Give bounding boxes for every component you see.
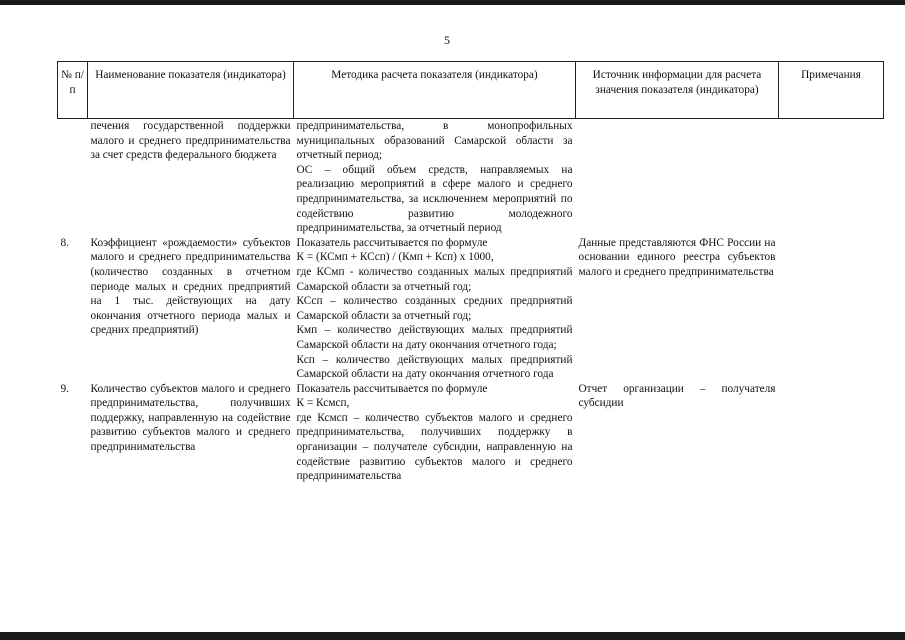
- method-line: где Ксмсп – количество субъектов малого и среднего предпринимательства, получивших поддержку в организации – получателе субсидии, направленную на содействие развитию субъектов малого и среднего предпринимательства: [296, 411, 573, 483]
- method-line: ОС – общий объем средств, направляемых на реализацию мероприятий в сфере малого и среднего предпринимательства, за исключением мероприятий по содействию развитию молодежного предпринимательства, за отчетный период: [296, 163, 573, 235]
- calculation-method: [294, 236, 576, 382]
- header-name: Наименование показателя (индикатора): [88, 62, 294, 119]
- method-line: КСсп – количество созданных средних предприятий Самарской области за отчетный год;: [296, 295, 573, 322]
- row-number: 9.: [60, 382, 69, 395]
- calculation-method: [294, 119, 576, 236]
- method-line: К = (КСмп + КСсп) / (Кмп + Ксп) х 1000,: [296, 251, 494, 264]
- bottom-scan-border: [0, 632, 905, 640]
- method-line: Кмп – количество действующих малых предприятий Самарской области на дату окончания отчетного года;: [296, 324, 573, 351]
- notes: [779, 382, 884, 484]
- method-line: предпринимательства, в монопрофильных муниципальных образований Самарской области за отчетный период;: [296, 120, 573, 162]
- header-method: Методика расчета показателя (индикатора): [294, 62, 576, 119]
- table-row: [58, 382, 884, 484]
- table-row-continuation: [58, 119, 884, 236]
- method-line: К = Ксмсп,: [296, 397, 350, 410]
- table-row: [58, 236, 884, 382]
- header-note: Примечания: [779, 62, 884, 119]
- method-line: Показатель рассчитывается по формуле: [296, 382, 488, 395]
- method-line: Ксп – количество действующих малых предприятий Самарской области на дату окончания отчетного года: [296, 353, 573, 381]
- table-header-row: [58, 62, 884, 119]
- method-line: где КСмп - количество созданных малых предприятий Самарской области за отчетный год;: [296, 265, 573, 293]
- information-source: Данные представляются ФНС России на основании единого реестра субъектов малого и среднего предпринимательства: [578, 236, 776, 278]
- notes: [779, 119, 884, 236]
- header-number: № п/п: [58, 62, 88, 119]
- indicator-name: печения государственной поддержки малого и среднего предпринимательства за счет средств федерального бюджета: [90, 120, 291, 162]
- indicator-name: Количество субъектов малого и среднего предпринимательства, получивших поддержку, направленную на содействие развитию субъектов малого и среднего предпринимательства: [90, 382, 291, 454]
- information-source: [576, 119, 779, 236]
- information-source: Отчет организации – получателя субсидии: [578, 382, 776, 410]
- row-number: [58, 119, 88, 236]
- indicators-table: [57, 61, 884, 484]
- top-scan-border: [0, 0, 905, 5]
- method-line: Показатель рассчитывается по формуле: [296, 236, 488, 249]
- calculation-method: [294, 382, 576, 484]
- indicator-name: Коэффициент «рождаемости» субъектов малого и среднего предпринимательства (количество созданных в отчетном периоде малых и средних предприятий на 1 тыс. действующих на дату окончания отчетного периода малых и средних предприятий): [90, 236, 291, 337]
- header-source: Источник информации для расчета значения показателя (индикатора): [576, 62, 779, 119]
- page-number: 5: [444, 33, 450, 47]
- row-number: 8.: [60, 236, 69, 249]
- notes: [779, 236, 884, 382]
